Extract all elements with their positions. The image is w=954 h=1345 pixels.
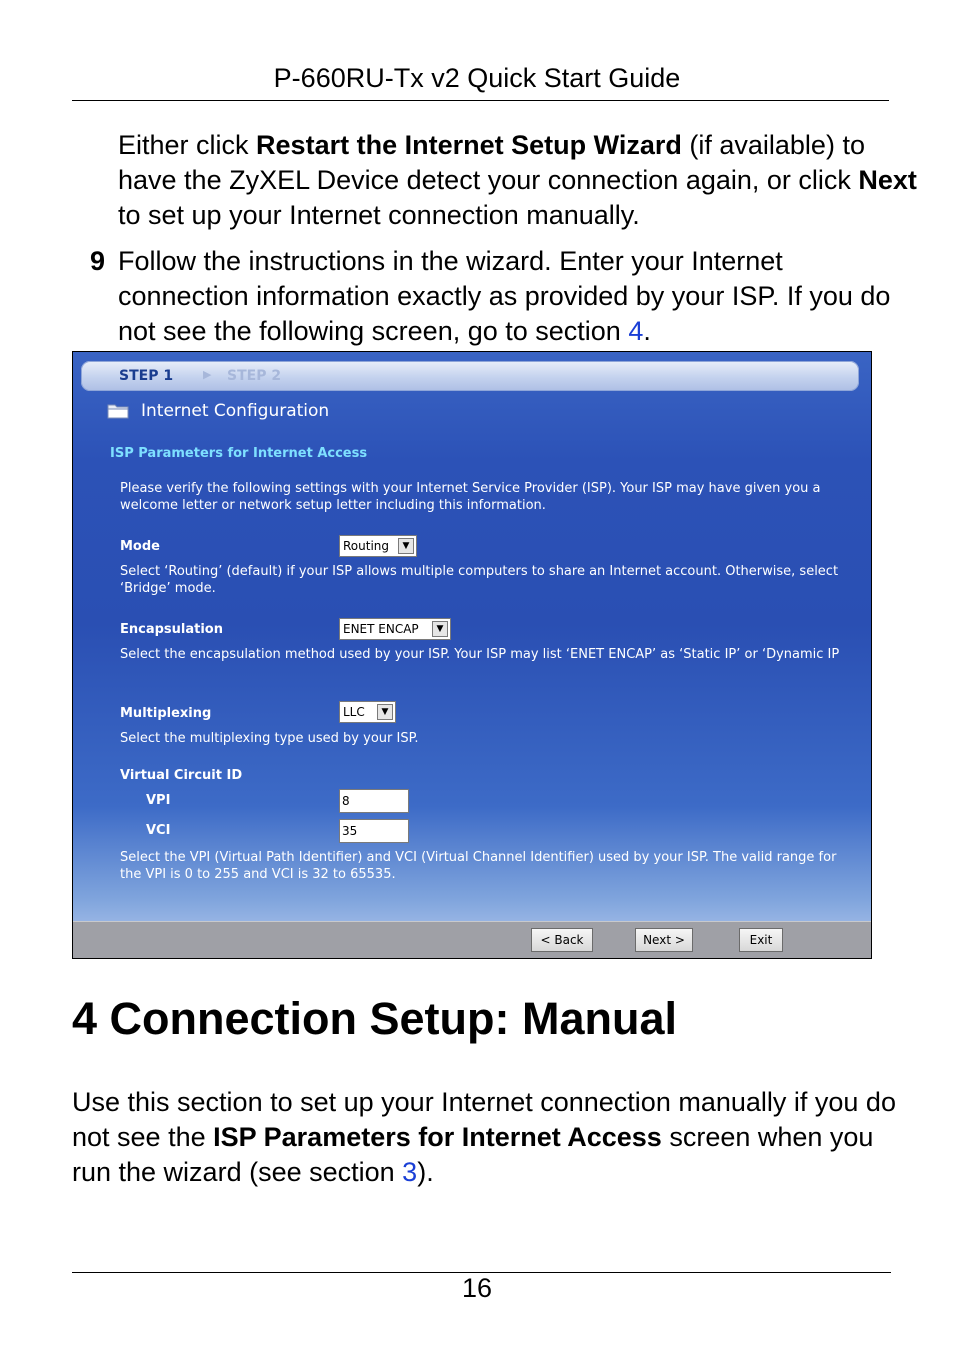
encapsulation-select[interactable] [339,618,451,640]
encapsulation-help: Select the encapsulation method used by your ISP. Your ISP may list ‘ENET ENCAP’ as ‘Static IP’ or ‘Dynamic IP [120,647,840,662]
virtual-circuit-label: Virtual Circuit ID [120,768,243,783]
dropdown-arrow-icon: ▼ [432,621,448,637]
intro-text-1: Either click [118,130,257,160]
section-4-heading: 4 Connection Setup: Manual [72,993,678,1044]
step-2-label: STEP 2 [227,368,282,384]
step-9-end: . [643,316,651,346]
multiplexing-label: Multiplexing [120,706,212,721]
mode-help: Select ‘Routing’ (default) if your ISP allows multiple computers to share an Internet account. Otherwise, select ‘Bridge’ mode. [120,564,839,596]
internet-configuration-title: Internet Configuration [141,401,330,421]
intro-text-2: (if available) to have the ZyXEL Device detect your connection again, or click [118,130,865,195]
restart-wizard-term: Restart the Internet Setup Wizard [256,130,682,160]
section-4-text-3: ). [417,1157,434,1187]
wizard-step-bar [81,361,859,391]
wizard-screenshot [72,351,872,959]
isp-parameters-title: ISP Parameters for Internet Access [110,446,368,461]
page-number: 16 [461,1273,493,1303]
mode-value: Routing [343,539,390,553]
wizard-button-bar [73,921,871,958]
section-3-link[interactable]: 3 [402,1157,418,1187]
section-4-text-2: screen when you run the wizard (see section [72,1122,874,1187]
step-arrow-icon: ▶ [203,368,212,381]
multiplexing-help: Select the multiplexing type used by your ISP. [120,731,419,746]
vci-label: VCI [146,823,171,838]
section-4-text-1: Use this section to set up your Internet connection manually if you do not see the [72,1087,896,1152]
isp-parameters-term: ISP Parameters for Internet Access [213,1122,662,1152]
page-header-title: P-660RU-Tx v2 Quick Start Guide [273,63,681,93]
step-9-text: Follow the instructions in the wizard. Enter your Internet connection information exactly as provided by your ISP. If you do not see the following screen, go to section [118,246,891,346]
virtual-circuit-help: Select the VPI (Virtual Path Identifier) and VCI (Virtual Channel Identifier) used by your ISP. The valid range for the VPI is 0 to 255 and VCI is 32 to 65535. [120,850,837,882]
isp-intro-text: Please verify the following settings with your Internet Service Provider (ISP). Your ISP may have given you a welcome letter or network setup letter including this information. [120,481,821,513]
step-1-label: STEP 1 [119,368,174,384]
intro-text-3: to set up your Internet connection manually. [118,200,640,230]
vci-input[interactable]: 35 [339,819,409,843]
encapsulation-label: Encapsulation [120,622,223,637]
next-term: Next [858,165,917,195]
folder-icon [107,402,129,419]
mode-label: Mode [120,539,160,554]
section-4-link[interactable]: 4 [628,316,644,346]
next-button[interactable]: Next > [635,928,693,952]
step-9-paragraph [118,244,918,349]
vpi-label: VPI [146,793,171,808]
multiplexing-select[interactable] [339,701,396,723]
vpi-input[interactable]: 8 [339,789,409,813]
exit-button[interactable]: Exit [739,928,783,952]
multiplexing-value: LLC [343,705,365,719]
back-button[interactable]: < Back [531,928,593,952]
section-4-paragraph [72,1085,912,1190]
step-number: 9 [90,246,106,276]
mode-select[interactable] [339,535,417,557]
header-divider [72,100,889,101]
dropdown-arrow-icon: ▼ [398,538,414,554]
dropdown-arrow-icon: ▼ [377,704,393,720]
intro-paragraph [118,128,918,233]
encapsulation-value: ENET ENCAP [343,622,419,636]
